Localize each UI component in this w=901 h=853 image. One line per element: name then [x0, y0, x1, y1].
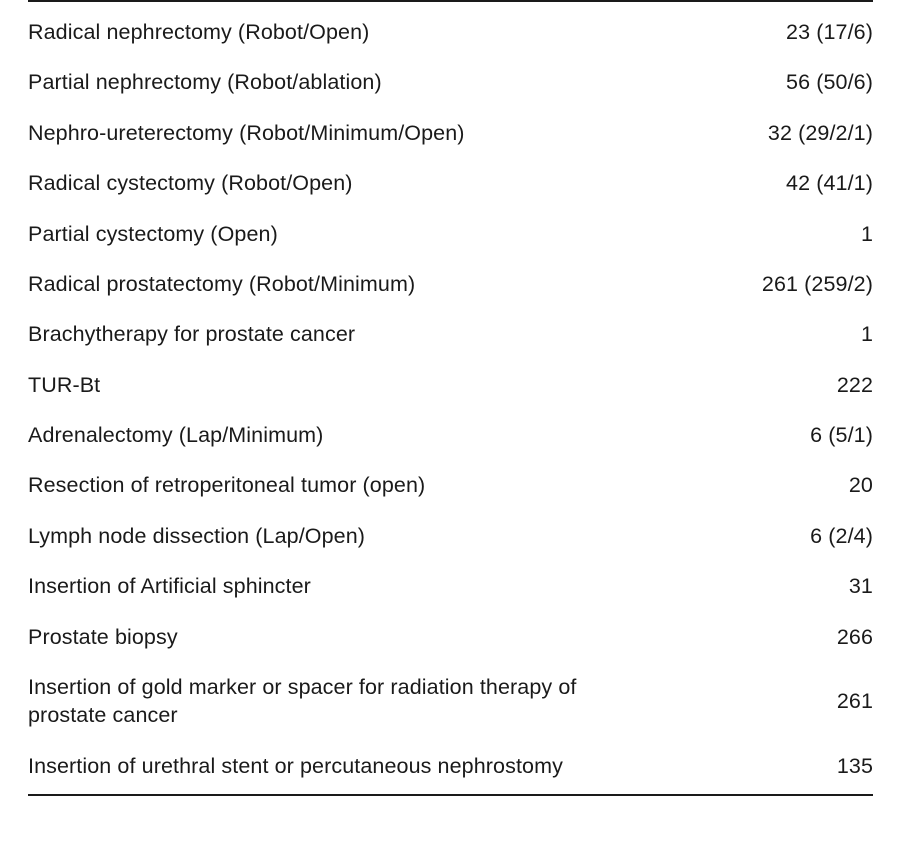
table-row [28, 209, 873, 259]
procedure-count: 1 [860, 322, 873, 347]
procedure-table-body [28, 1, 873, 795]
procedure-name: Prostate biopsy [28, 624, 178, 649]
procedure-count: 1 [860, 221, 873, 246]
procedure-count: 23 (17/6) [786, 20, 873, 44]
table-row [28, 360, 873, 410]
procedure-count: 261 (259/2) [761, 271, 873, 296]
table-row [28, 741, 873, 795]
table-row [28, 410, 873, 460]
procedure-name: TUR-Bt [28, 372, 101, 397]
procedure-name: Brachytherapy for prostate cancer [28, 322, 356, 347]
procedure-count: 42 (41/1) [786, 171, 873, 196]
table-row [28, 561, 873, 611]
table-row [28, 511, 873, 561]
procedure-name: Nephro-ureterectomy (Robot/Minimum/Open) [28, 120, 465, 145]
procedure-count: 261 [836, 689, 873, 714]
procedure-name: Insertion of urethral stent or percutaneous nephrostomy [28, 753, 563, 778]
procedure-count: 6 (2/4) [810, 523, 873, 548]
procedure-count: 20 [848, 473, 873, 498]
procedure-name: Radical nephrectomy (Robot/Open) [28, 20, 370, 44]
procedure-name: Resection of retroperitoneal tumor (open) [28, 473, 426, 498]
procedure-count: 135 [836, 753, 873, 778]
table-row [28, 108, 873, 158]
procedure-name: Adrenalectomy (Lap/Minimum) [28, 423, 324, 447]
procedure-count: 31 [848, 574, 873, 599]
procedure-name: Lymph node dissection (Lap/Open) [28, 523, 366, 548]
procedure-name: Radical prostatectomy (Robot/Minimum) [28, 271, 416, 296]
table-row [28, 259, 873, 309]
table-row [28, 158, 873, 208]
table-row [28, 662, 873, 741]
table-row [28, 1, 873, 57]
procedure-count: 32 (29/2/1) [767, 120, 873, 145]
procedure-name: Insertion of gold marker or spacer for radiation therapy of prostate cancer [28, 674, 577, 728]
procedure-count: 266 [836, 624, 873, 649]
table-row [28, 612, 873, 662]
procedure-table [28, 0, 873, 796]
procedure-name: Insertion of Artificial sphincter [28, 574, 311, 599]
table-row [28, 57, 873, 107]
procedure-count: 56 (50/6) [786, 70, 873, 95]
table-row [28, 309, 873, 359]
procedure-name: Radical cystectomy (Robot/Open) [28, 171, 353, 196]
procedure-name: Partial nephrectomy (Robot/ablation) [28, 70, 382, 95]
procedure-count: 222 [836, 372, 873, 397]
procedure-name: Partial cystectomy (Open) [28, 221, 278, 246]
procedure-count: 6 (5/1) [810, 423, 873, 447]
table-row [28, 460, 873, 510]
